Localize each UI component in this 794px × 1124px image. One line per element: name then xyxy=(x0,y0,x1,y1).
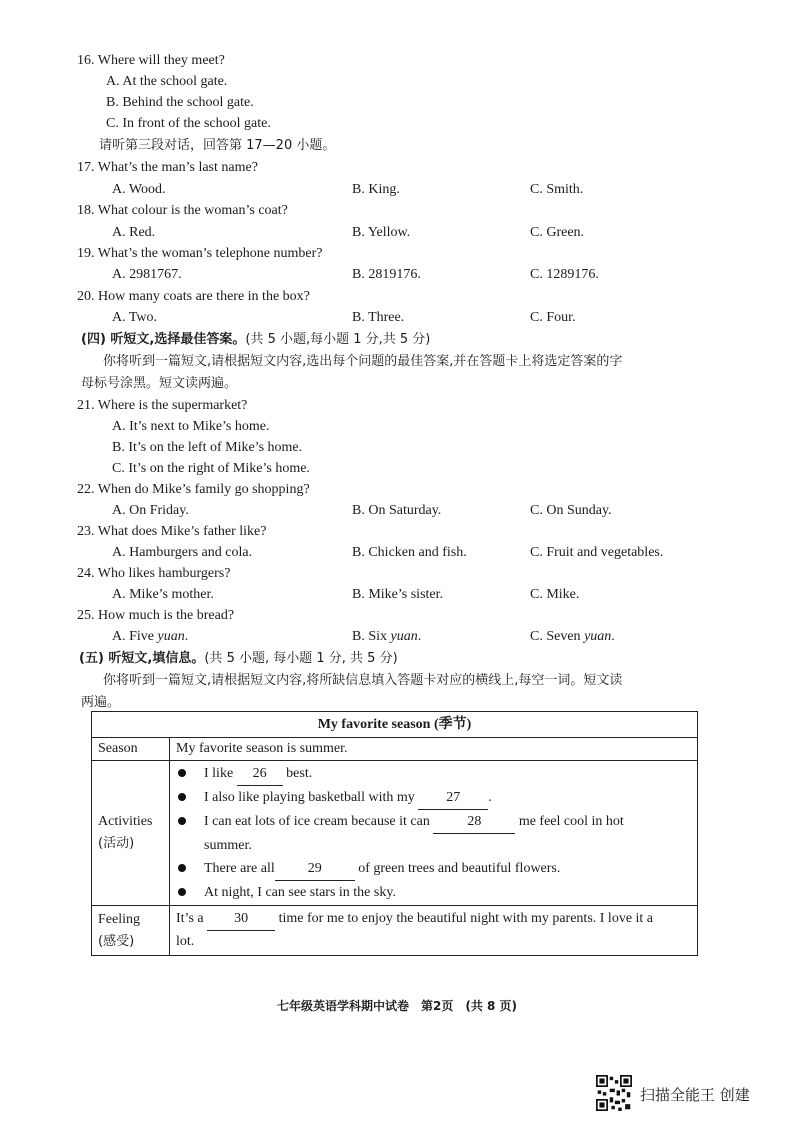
q23-stem: 23. What does Mike’s father like? xyxy=(77,524,267,539)
section4-note: (共 5 小题,每小题 1 分,共 5 分) xyxy=(245,332,431,347)
activities-label-cell xyxy=(92,761,170,906)
activities-cell xyxy=(170,761,698,906)
blank-29[interactable]: 29 xyxy=(275,857,355,881)
bullet-icon xyxy=(178,769,186,777)
section4-title: (四) 听短文,选择最佳答案。 xyxy=(81,332,246,347)
q21-option-c: C. It’s on the right of Mike’s home. xyxy=(112,461,310,476)
season-label: Season xyxy=(92,738,170,761)
q16-option-c: C. In front of the school gate. xyxy=(106,116,271,131)
page-footer: 七年级英语学科期中试卷 第2页 (共 8 页) xyxy=(276,999,518,1013)
q24-stem: 24. Who likes hamburgers? xyxy=(77,566,231,581)
q18-stem: 18. What colour is the woman’s coat? xyxy=(77,203,288,218)
q22-option-a: A. On Friday. xyxy=(112,503,189,518)
q17-stem: 17. What’s the man’s last name? xyxy=(77,160,258,175)
section5-instruction-1: 你将听到一篇短文,请根据短文内容,将所缺信息填入答题卡对应的横线上,每空一词。短文读 xyxy=(103,673,623,688)
activities-label-cn: (活动) xyxy=(98,836,135,851)
q24-option-c: C. Mike. xyxy=(530,587,580,602)
q18-option-c: C. Green. xyxy=(530,225,585,240)
section4-instruction-1: 你将听到一篇短文,请根据短文内容,选出每个问题的最佳答案,并在答题卡上将选定答案的字 xyxy=(103,354,623,369)
section5-note: (共 5 小题, 每小题 1 分, 共 5 分) xyxy=(204,651,398,666)
section4-instruction-2: 母标号涂黑。短文读两遍。 xyxy=(81,376,238,391)
q24-option-a: A. Mike’s mother. xyxy=(112,587,214,602)
feeling-label-cell xyxy=(92,906,170,956)
bullet-icon xyxy=(178,793,186,801)
q23-option-b: B. Chicken and fish. xyxy=(352,545,467,560)
q22-stem: 22. When do Mike’s family go shopping? xyxy=(77,482,310,497)
feeling-label: Feeling xyxy=(98,911,140,927)
activity-item: I like 26 best. xyxy=(178,762,691,786)
season-text: My favorite season is summer. xyxy=(170,738,698,761)
instruction-part3: 请听第三段对话，回答第 17—20 小题。 xyxy=(99,138,336,153)
activity-item: I can eat lots of ice cream because it can 28 me feel cool in hot summer. xyxy=(178,810,691,857)
blank-27[interactable]: 27 xyxy=(418,786,488,810)
q25-option-c: C. Seven yuan. xyxy=(530,629,615,644)
blank-26[interactable]: 26 xyxy=(237,762,283,786)
activity-item: There are all 29 of green trees and beautiful flowers. xyxy=(178,857,691,881)
q16-stem: 16. Where will they meet? xyxy=(77,53,225,68)
section5-title: (五) 听短文,填信息。 xyxy=(79,651,205,666)
q23-option-c: C. Fruit and vegetables. xyxy=(530,545,664,560)
q18-option-a: A. Red. xyxy=(112,225,156,240)
bullet-icon xyxy=(178,864,186,872)
q20-option-b: B. Three. xyxy=(352,310,405,325)
feeling-label-cn: (感受) xyxy=(98,933,135,949)
feeling-cell: It’s a 30 time for me to enjoy the beautiful night with my parents. I love it a lot. xyxy=(170,906,698,956)
q22-option-b: B. On Saturday. xyxy=(352,503,442,518)
q25-option-a: A. Five yuan. xyxy=(112,629,189,644)
activity-item: At night, I can see stars in the sky. xyxy=(178,881,691,904)
q17-option-a: A. Wood. xyxy=(112,182,166,197)
scanner-watermark: 扫描全能王 创建 xyxy=(640,1086,750,1104)
bullet-icon xyxy=(178,817,186,825)
section5-heading xyxy=(79,650,398,668)
q24-option-b: B. Mike’s sister. xyxy=(352,587,444,602)
blank-28[interactable]: 28 xyxy=(433,810,515,834)
q18-option-b: B. Yellow. xyxy=(352,225,411,240)
bullet-icon xyxy=(178,888,186,896)
q20-option-a: A. Two. xyxy=(112,310,158,325)
q21-stem: 21. Where is the supermarket? xyxy=(77,398,248,413)
q17-option-b: B. King. xyxy=(352,182,400,197)
q17-option-c: C. Smith. xyxy=(530,182,584,197)
q25-option-b: B. Six yuan. xyxy=(352,629,422,644)
table-title: My favorite season (季节) xyxy=(92,712,698,738)
q21-option-b: B. It’s on the left of Mike’s home. xyxy=(112,440,303,455)
q23-option-a: A. Hamburgers and cola. xyxy=(112,545,253,560)
q16-option-b: B. Behind the school gate. xyxy=(106,95,254,110)
q21-option-a: A. It’s next to Mike’s home. xyxy=(112,419,270,434)
q16-option-a: A. At the school gate. xyxy=(106,74,228,89)
activities-label: Activities xyxy=(98,814,153,829)
blank-30[interactable]: 30 xyxy=(207,908,275,931)
q19-option-a: A. 2981767. xyxy=(112,267,182,282)
section5-instruction-2: 两遍。 xyxy=(81,695,121,710)
q20-stem: 20. How many coats are there in the box? xyxy=(77,289,310,304)
q19-stem: 19. What’s the woman’s telephone number? xyxy=(77,246,323,261)
q19-option-c: C. 1289176. xyxy=(530,267,599,282)
q19-option-b: B. 2819176. xyxy=(352,267,421,282)
season-table xyxy=(91,711,698,956)
q22-option-c: C. On Sunday. xyxy=(530,503,612,518)
qr-code-icon xyxy=(596,1075,632,1111)
section4-heading xyxy=(81,331,430,349)
activity-item: I also like playing basketball with my 27 . xyxy=(178,786,691,810)
q20-option-c: C. Four. xyxy=(530,310,576,325)
q25-stem: 25. How much is the bread? xyxy=(77,608,235,623)
